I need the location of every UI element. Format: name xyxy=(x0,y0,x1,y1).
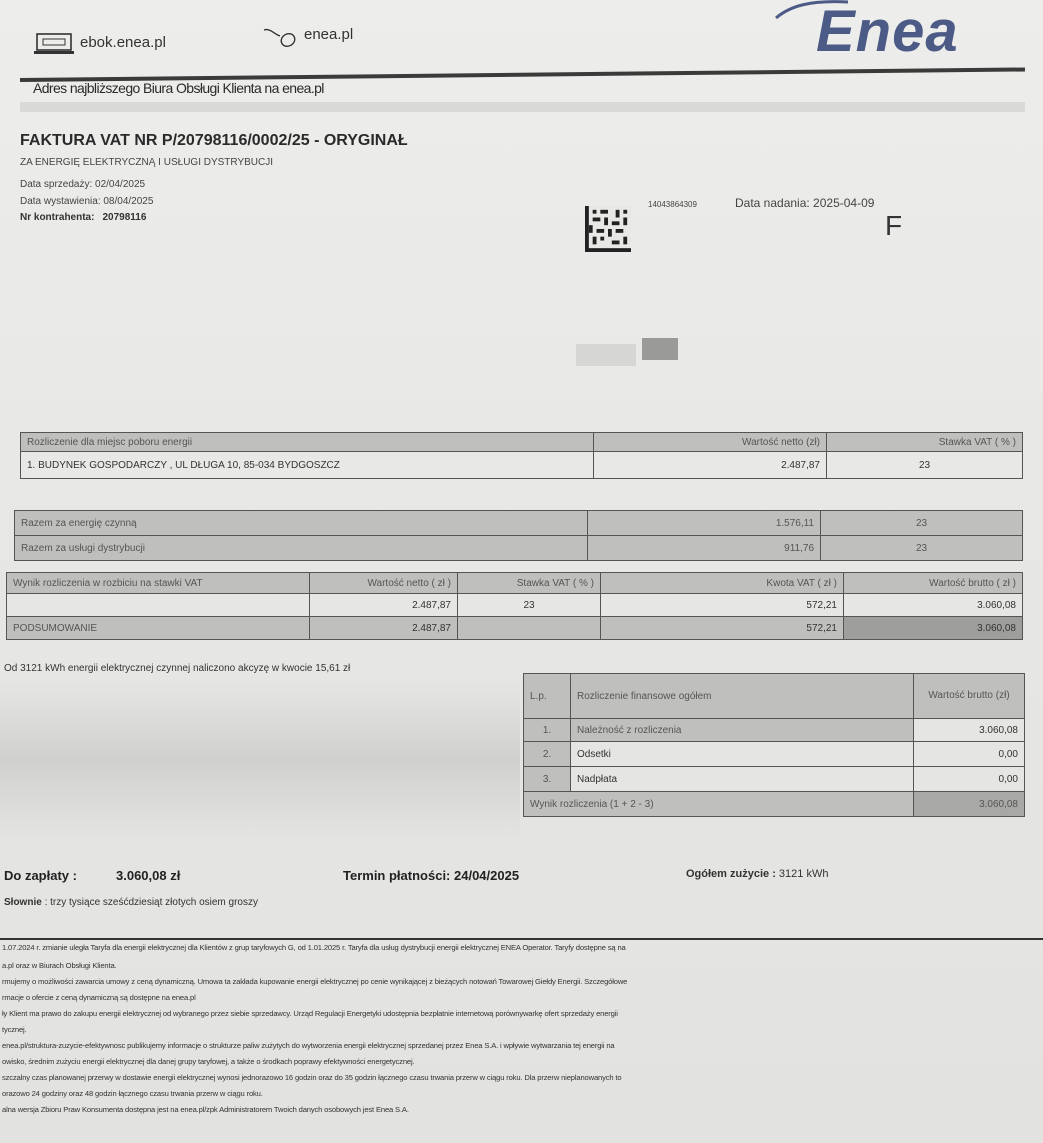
invoice-title: FAKTURA VAT NR P/20798116/0002/25 - ORYGINAŁ xyxy=(20,132,408,149)
footer-line: owisko, średnim zużyciu energii elektrycznej dla danej grupy taryfowej, a także o środkach poprawy efektywności energetycznej. xyxy=(2,1057,415,1066)
table-cell: Odsetki xyxy=(571,742,914,767)
table-cell: Razem za energię czynną xyxy=(15,511,588,536)
table-header-row xyxy=(7,573,1023,594)
laptop-icon xyxy=(34,33,74,55)
flag-letter: F xyxy=(885,210,903,241)
footer-line: ły Klient ma prawo do zakupu energii elektrycznej od wybranego przez siebie sprzedawcy. Urząd Regulacji Energetyki udostępnia bezpłatnie internetową porównywarkę ofert sprzedaży energii xyxy=(2,1009,618,1018)
table-cell: 1.576,11 xyxy=(588,511,821,536)
footer-line: rmujemy o możliwości zawarcia umowy z ceną dynamiczną. Umowa ta zakłada kupowanie energii elektrycznej po cenie wynikającej z bieżących notowań Towarowej Giełdy Energii. Szczegółowe xyxy=(2,977,628,986)
table-cell: 572,21 xyxy=(601,617,844,640)
table-cell: 572,21 xyxy=(601,594,844,617)
mouse-icon xyxy=(262,26,298,50)
amount-in-words: Słownie : trzy tysiące sześćdziesiąt złotych osiem groszy xyxy=(4,897,258,908)
table-header: Wartość netto (zł) xyxy=(594,433,827,452)
table-cell: 2.487,87 xyxy=(594,452,827,479)
paper-shadow xyxy=(0,680,520,840)
table-row xyxy=(15,511,1023,536)
enea-link[interactable]: enea.pl xyxy=(304,26,354,43)
table-row xyxy=(7,594,1023,617)
table-cell: 2.487,87 xyxy=(310,594,458,617)
redacted-area xyxy=(576,338,680,368)
table-header: Wartość netto ( zł ) xyxy=(310,573,458,594)
office-address-link[interactable]: Adres najbliższego Biura Obsługi Klienta na enea.pl xyxy=(33,80,324,96)
totals-table xyxy=(14,510,1023,561)
table-header: L.p. xyxy=(524,674,571,719)
table-cell: 0,00 xyxy=(914,742,1025,767)
payment-term: Termin płatności: 24/04/2025 xyxy=(343,868,520,883)
table-row xyxy=(524,767,1025,792)
table-cell: 23 xyxy=(827,452,1023,479)
table-cell xyxy=(7,594,310,617)
footer-line: szczalny czas planowanej przerwy w dostawie energii elektrycznej wynosi jednorazowo 16 godzin oraz do 35 godzin łącznego czasu trwania przerw w ciągu roku. Dla przerw nieplanowanych to xyxy=(2,1073,622,1082)
table-header: Wartość brutto (zł) xyxy=(914,674,1025,719)
excise-note: Od 3121 kWh energii elektrycznej czynnej naliczono akcyzę w kwocie 15,61 zł xyxy=(4,663,351,674)
footer-line: a.pl oraz w Biurach Obsługi Klienta. xyxy=(2,961,117,970)
document-number: 14043864309 xyxy=(648,200,697,209)
invoice-subtitle: ZA ENERGIĘ ELEKTRYCZNĄ I USŁUGI DYSTRYBUCJI xyxy=(20,157,274,168)
table-cell: Wynik rozliczenia (1 + 2 - 3) xyxy=(524,792,914,817)
table-row xyxy=(21,452,1023,479)
footer-line: 1.07.2024 r. zmianie uległa Taryfa dla energii elektrycznej dla Klientów z grup taryfowych G, od 1.01.2025 r. Taryfa dla usług dystrybucji energii elektrycznej ENEA Operator. Taryfy dostępne są na xyxy=(2,943,626,952)
table-cell: 1. xyxy=(524,719,571,742)
footer-line: enea.pl/struktura-zuzycie-efektywnosc publikujemy informacje o strukturze paliw zużytych do wytworzenia energii elektrycznej sprzedanej przez Enea S.A. i wpływie wytwarzania tej energii na xyxy=(2,1041,615,1050)
issue-date: Data wystawienia: 08/04/2025 xyxy=(20,196,154,207)
footer-divider xyxy=(0,938,1043,940)
table-cell: Nadpłata xyxy=(571,767,914,792)
amount-due-label: Do zapłaty : xyxy=(4,868,77,883)
footer-line: rmacje o ofercie z ceną dynamiczną są dostępne na enea.pl xyxy=(2,993,196,1002)
table-cell: 3.060,08 xyxy=(844,617,1023,640)
footer-line: alna wersja Zbioru Praw Konsumenta dostępna jest na enea.pl/zpk Administratorem Twoich danych osobowych jest Enea S.A. xyxy=(2,1105,409,1114)
table-header: Stawka VAT ( % ) xyxy=(827,433,1023,452)
table-cell: Należność z rozliczenia xyxy=(571,719,914,742)
table-cell: 2. xyxy=(524,742,571,767)
footer-line: tycznej. xyxy=(2,1025,27,1034)
enea-logo: Enea xyxy=(816,0,959,64)
table-cell: 23 xyxy=(821,536,1023,561)
sale-date: Data sprzedaży: 02/04/2025 xyxy=(20,179,146,190)
table-cell: 0,00 xyxy=(914,767,1025,792)
table-cell: 1. BUDYNEK GOSPODARCZY , UL DŁUGA 10, 85-034 BYDGOSZCZ xyxy=(21,452,594,479)
table-cell xyxy=(458,617,601,640)
table-row xyxy=(524,719,1025,742)
delivery-points-table xyxy=(20,432,1023,479)
table-header: Kwota VAT ( zł ) xyxy=(601,573,844,594)
result-row xyxy=(524,792,1025,817)
table-cell: 911,76 xyxy=(588,536,821,561)
table-row xyxy=(15,536,1023,561)
table-row xyxy=(524,742,1025,767)
total-usage: Ogółem zużycie : 3121 kWh xyxy=(686,868,829,880)
header-band xyxy=(20,102,1025,112)
table-header: Rozliczenie dla miejsc poboru energii xyxy=(21,433,594,452)
footer-line: orazowo 24 godziny oraz 48 godzin łącznego czasu trwania przerw w ciągu roku. xyxy=(2,1089,263,1098)
vat-breakdown-table xyxy=(6,572,1023,640)
table-cell: PODSUMOWANIE xyxy=(7,617,310,640)
table-header-row xyxy=(21,433,1023,452)
table-header: Stawka VAT ( % ) xyxy=(458,573,601,594)
table-cell: 23 xyxy=(458,594,601,617)
financial-summary-table xyxy=(523,673,1025,817)
table-cell: 3.060,08 xyxy=(914,719,1025,742)
datamatrix-code-icon xyxy=(585,206,631,252)
amount-due-value: 3.060,08 zł xyxy=(116,868,181,883)
table-cell: 23 xyxy=(821,511,1023,536)
contractor-number: Nr kontrahenta: 20798116 xyxy=(20,212,147,223)
table-cell: 3.060,08 xyxy=(844,594,1023,617)
table-cell: 3. xyxy=(524,767,571,792)
table-header-row xyxy=(524,674,1025,719)
summary-row xyxy=(7,617,1023,640)
table-header: Wynik rozliczenia w rozbiciu na stawki VAT xyxy=(7,573,310,594)
ebok-link[interactable]: ebok.enea.pl xyxy=(80,34,166,51)
send-date: Data nadania: 2025-04-09 xyxy=(735,196,875,210)
table-header: Rozliczenie finansowe ogółem xyxy=(571,674,914,719)
table-cell: Razem za usługi dystrybucji xyxy=(15,536,588,561)
table-cell: 3.060,08 xyxy=(914,792,1025,817)
table-header: Wartość brutto ( zł ) xyxy=(844,573,1023,594)
table-cell: 2.487,87 xyxy=(310,617,458,640)
